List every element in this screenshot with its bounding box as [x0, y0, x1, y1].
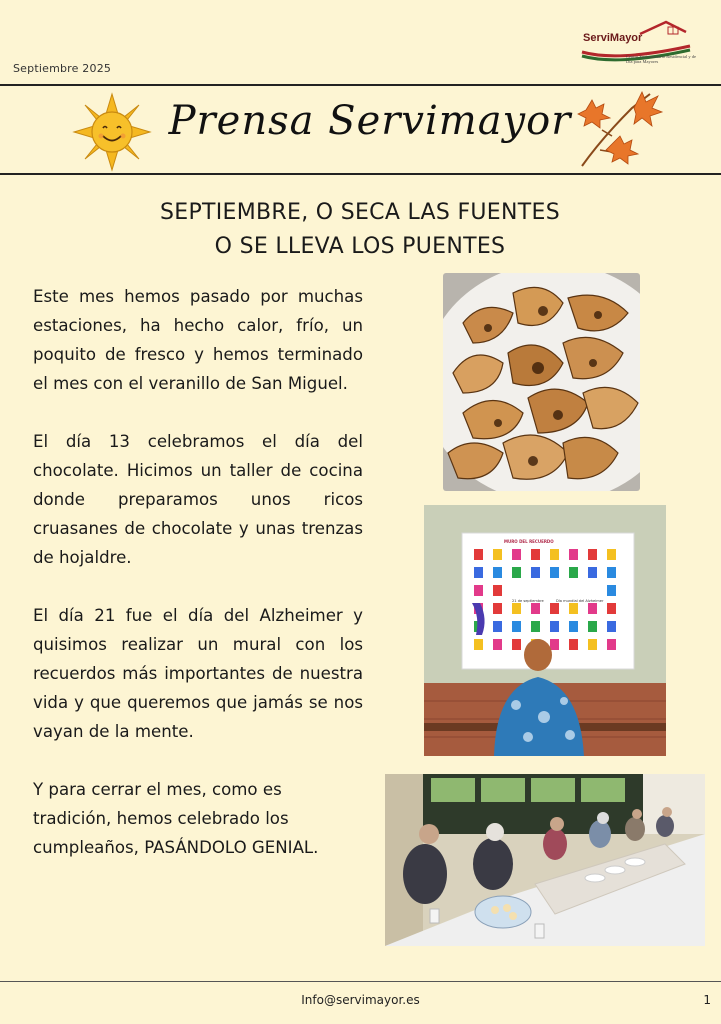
article-headline [60, 196, 660, 264]
paragraph-birthdays: Y para cerrar el mes, como es tradición, hemos celebrado los cumpleaños, PASÁNDOLO GENIAL. [33, 780, 319, 857]
servimayor-logo [578, 18, 698, 66]
footer-divider [0, 981, 721, 982]
article-body [33, 282, 363, 891]
logo-subtitle: Centro Sociosanitario Residencial y de Día para Mayores [626, 54, 696, 64]
mural-title: MURO DEL RECUERDO [504, 539, 554, 544]
paragraph-alzheimer-day: El día 21 fue el día del Alzheimer y quisimos realizar un mural con los recuerdos más importantes de nuestra vida y que queremos que jamás se nos vayan de la mente. [33, 606, 363, 741]
headline-line-1: SEPTIEMBRE, O SECA LAS FUENTES [160, 200, 560, 225]
smiling-sun-icon [72, 92, 152, 172]
top-divider [0, 84, 721, 86]
autumn-leaves-icon [572, 88, 664, 170]
header-bottom-divider [0, 173, 721, 175]
logo-name: ServiMayor [583, 32, 643, 44]
paragraph-weather: Este mes hemos pasado por muchas estaciones, ha hecho calor, frío, un poquito de fresco y hemos terminado el mes con el veranillo de San Miguel. [33, 287, 363, 393]
mural-day-label: Día mundial del Alzheimer [556, 599, 604, 603]
memory-mural-photo [424, 505, 666, 756]
page-number: 1 [703, 993, 711, 1007]
contact-email[interactable]: Info@servimayor.es [301, 993, 420, 1007]
croissants-photo [443, 273, 640, 491]
publication-date: Septiembre 2025 [13, 62, 112, 75]
newsletter-title: Prensa Servimayor [168, 98, 572, 144]
paragraph-chocolate-day: El día 13 celebramos el día del chocolate. Hicimos un taller de cocina donde preparamos unos ricos cruasanes de chocolate y unas trenzas de hojaldre. [33, 432, 363, 567]
headline-line-2: O SE LLEVA LOS PUENTES [214, 234, 506, 259]
mural-date-label: 21 de septiembre [512, 599, 544, 603]
birthday-celebration-photo [385, 774, 705, 946]
